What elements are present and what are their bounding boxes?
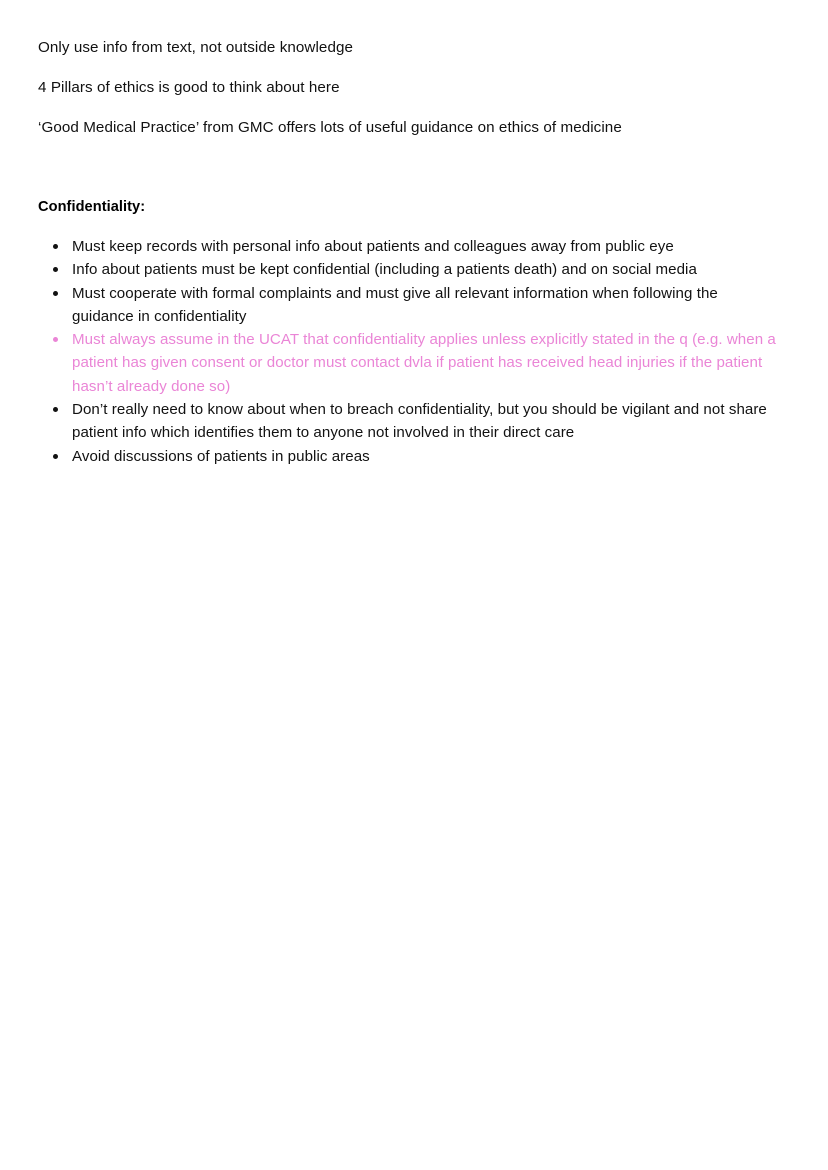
bullet-dot-icon: [53, 407, 58, 412]
list-item: [38, 282, 782, 329]
intro-paragraph-block: [38, 38, 782, 137]
intro-line-3: ‘Good Medical Practice’ from GMC offers lots of useful guidance on ethics of medicine: [38, 119, 622, 136]
bullet-dot-icon: [53, 244, 58, 249]
intro-line-1: Only use info from text, not outside knowledge: [38, 39, 354, 56]
list-item-text: Must cooperate with formal complaints and must give all relevant information when following the guidance in confidentiality: [72, 284, 718, 325]
list-item-text: Must keep records with personal info about patients and colleagues away from public eye: [72, 238, 674, 255]
bullet-dot-icon: [53, 337, 58, 342]
list-item: [38, 258, 782, 281]
bullet-dot-icon: [53, 291, 58, 296]
list-item: [38, 235, 782, 258]
confidentiality-bullet-list: [38, 235, 782, 468]
list-item-highlighted: [38, 328, 782, 398]
list-item-text: Don’t really need to know about when to breach confidentiality, but you should be vigilant and not share patient info which identifies them to anyone not involved in their direct care: [72, 401, 767, 442]
section-spacer: [38, 158, 782, 198]
list-item-text: Avoid discussions of patients in public areas: [72, 447, 370, 465]
list-item: [38, 445, 782, 468]
bullet-dot-icon: [53, 267, 58, 272]
section-heading-confidentiality: Confidentiality:: [38, 199, 146, 215]
intro-line-2: 4 Pillars of ethics is good to think about here: [38, 79, 340, 96]
bullet-dot-icon: [53, 454, 58, 459]
list-item-text: Must always assume in the UCAT that confidentiality applies unless explicitly stated in the q (e.g. when a patient has given consent or doctor must contact dvla if patient has received head injuries if the patient hasn’t already done so): [72, 331, 776, 395]
list-item-text: Info about patients must be kept confidential (including a patients death) and on social media: [72, 261, 697, 279]
list-item: [38, 398, 782, 445]
